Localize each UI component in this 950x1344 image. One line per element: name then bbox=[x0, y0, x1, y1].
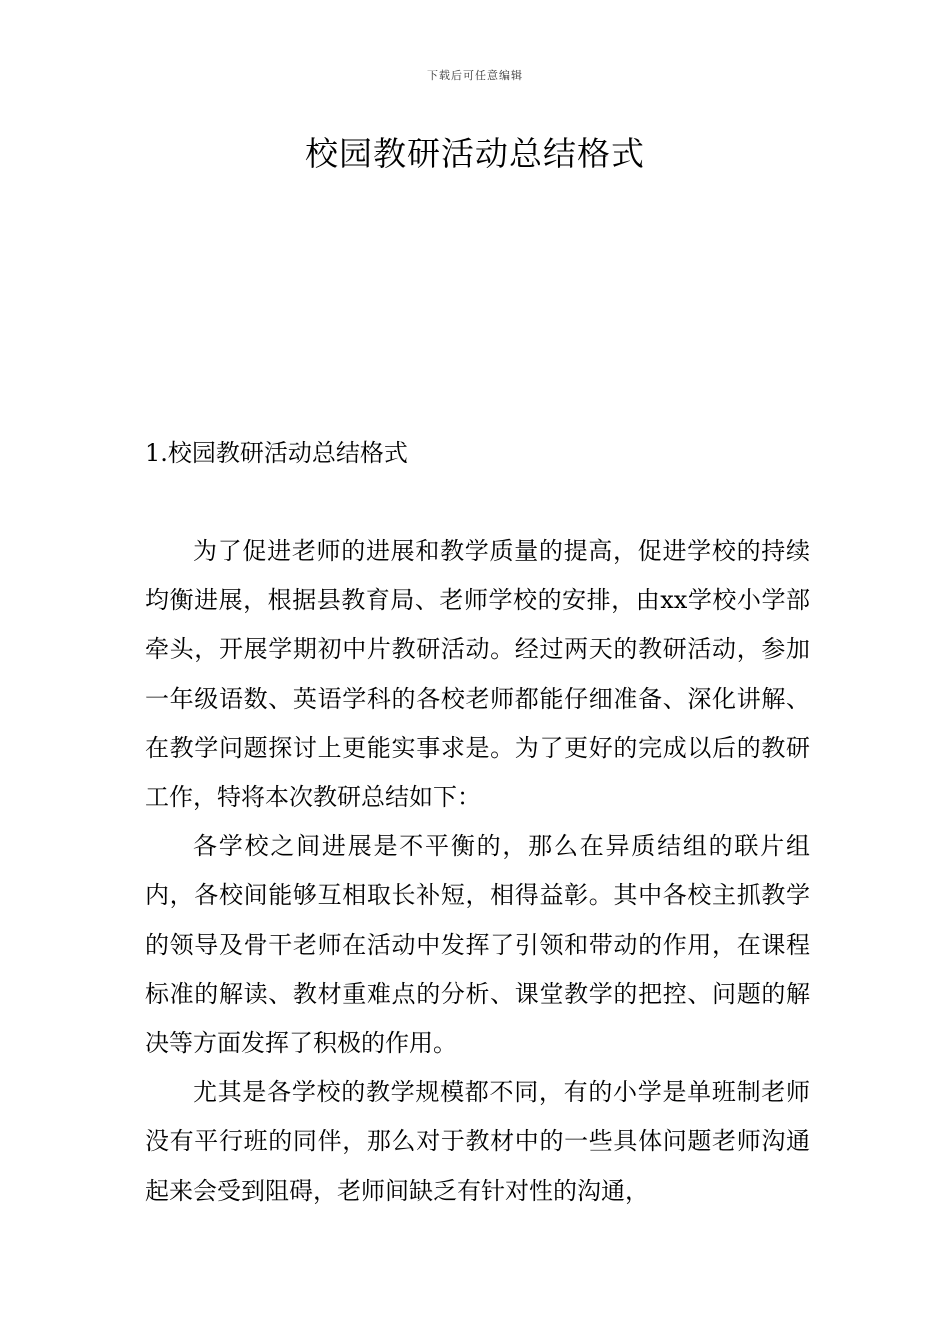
page-header-note: 下载后可任意编辑 bbox=[427, 69, 523, 82]
paragraph: 各学校之间进展是不平衡的，那么在异质结组的联片组内，各校间能够互相取长补短，相得益彰。其中各校主抓教学的领导及骨干老师在活动中发挥了引领和带动的作用，在课程标准的解读、教材重难点的分析、课堂教学的把控、问题的解决等方面发挥了积极的作用。 bbox=[145, 832, 810, 1058]
paragraph: 尤其是各学校的教学规模都不同，有的小学是单班制老师没有平行班的同伴，那么对于教材中的一些具体问题老师沟通起来会受到阻碍，老师间缺乏有针对性的沟通， bbox=[145, 1078, 810, 1205]
document-body bbox=[145, 527, 810, 1216]
section-heading: 1.校园教研活动总结格式 bbox=[145, 439, 408, 467]
paragraph: 为了促进老师的进展和教学质量的提高，促进学校的持续均衡进展，根据县教育局、老师学校的安排，由xx学校小学部牵头，开展学期初中片教研活动。经过两天的教研活动，参加一年级语数、英语学科的各校老师都能仔细准备、深化讲解、在教学问题探讨上更能实事求是。为了更好的完成以后的教研工作，特将本次教研总结如下： bbox=[145, 537, 810, 812]
document-title: 校园教研活动总结格式 bbox=[305, 134, 645, 173]
